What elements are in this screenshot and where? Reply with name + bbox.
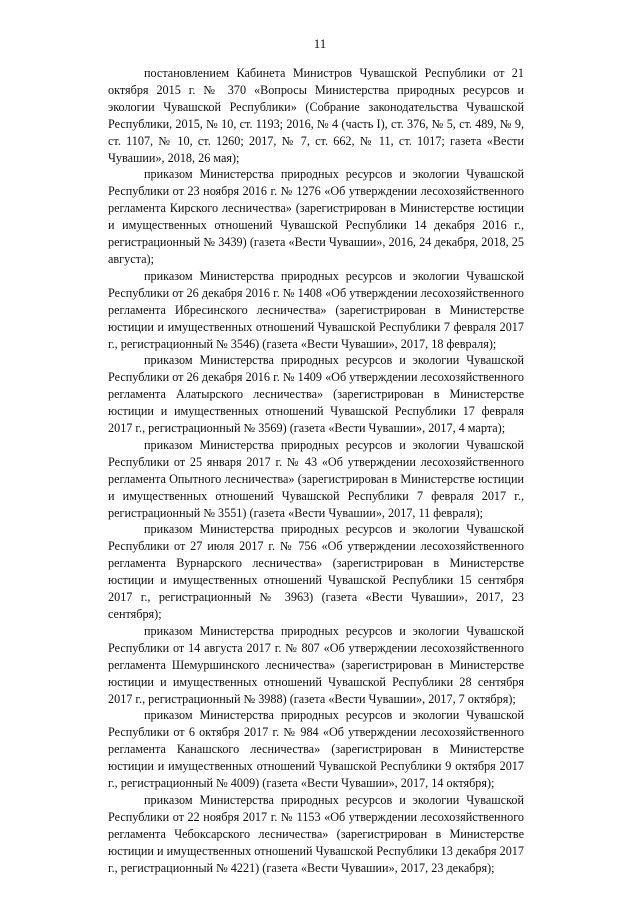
page-number: 11 [313, 36, 327, 51]
paragraph: постановлением Кабинета Министров Чувашской Республики от 21 октября 2015 г. № 370 «Вопросы Министерства природных ресурсов и экологии Чувашской Республики» (Собрание законодательства Чувашской Республики, 2015, № 10, ст. 1193; 2016, № 4 (часть I), ст. 376, № 5, ст. 489, № 9, ст. 1107, № 10, ст. 1260; 2017, № 7, ст. 662, № 11, ст. 1017; газета «Вести Чувашии», 2018, 26 мая); [108, 66, 524, 165]
paragraph: приказом Министерства природных ресурсов и экологии Чувашской Республики от 25 января 2017 г. № 43 «Об утверждении лесохозяйственного регламента Опытного лесничества» (зарегистрирован в Министерстве юстиции и имущественных отношений Чувашской Республики 7 февраля 2017 г., регистрационный № 3551) (газета «Вести Чувашии», 2017, 11 февраля); [108, 437, 524, 520]
document-body [108, 65, 524, 877]
paragraph: приказом Министерства природных ресурсов и экологии Чувашской Республики от 23 ноября 2016 г. № 1276 «Об утверждении лесохозяйственного регламента Кирского лесничества» (зарегистрирован в Министерстве юстиции и имущественных отношений Чувашской Республики 14 декабря 2016 г., регистрационный № 3439) (газета «Вести Чувашии», 2016, 24 декабря, 2018, 25 августа); [108, 167, 524, 266]
paragraph: приказом Министерства природных ресурсов и экологии Чувашской Республики от 26 декабря 2016 г. № 1409 «Об утверждении лесохозяйственного регламента Алатырского лесничества» (зарегистрирован в Министерстве юстиции и имущественных отношений Чувашской Республики 17 февраля 2017 г., регистрационный № 3569) (газета «Вести Чувашии», 2017, 4 марта); [108, 353, 524, 436]
paragraph: приказом Министерства природных ресурсов и экологии Чувашской Республики от 22 ноября 2017 г. № 1153 «Об утверждении лесохозяйственного регламента Чебоксарского лесничества» (зарегистрирован в Министерстве юстиции и имущественных отношений Чувашской Республики 13 декабря 2017 г., регистрационный № 4221) (газета «Вести Чувашии», 2017, 23 декабря); [108, 792, 524, 875]
paragraph: приказом Министерства природных ресурсов и экологии Чувашской Республики от 27 июля 2017 г. № 756 «Об утверждении лесохозяйственного регламента Вурнарского лесничества» (зарегистрирован в Министерстве юстиции и имущественных отношений Чувашской Республики 15 сентября 2017 г., регистрационный № 3963) (газета «Вести Чувашии», 2017, 23 сентября); [108, 522, 524, 621]
paragraph: приказом Министерства природных ресурсов и экологии Чувашской Республики от 14 августа 2017 г. № 807 «Об утверждении лесохозяйственного регламента Шемуршинского лесничества» (зарегистрирован в Министерстве юстиции и имущественных отношений Чувашской Республики 28 сентября 2017 г., регистрационный № 3988) (газета «Вести Чувашии», 2017, 7 октября); [108, 623, 524, 706]
paragraph: приказом Министерства природных ресурсов и экологии Чувашской Республики от 26 декабря 2016 г. № 1408 «Об утверждении лесохозяйственного регламента Ибресинского лесничества» (зарегистрирован в Министерстве юстиции и имущественных отношений Чувашской Республики 7 февраля 2017 г., регистрационный № 3546) (газета «Вести Чувашии», 2017, 18 февраля); [108, 268, 524, 351]
paragraph: приказом Министерства природных ресурсов и экологии Чувашской Республики от 6 октября 2017 г. № 984 «Об утверждении лесохозяйственного регламента Канашского лесничества» (зарегистрирован в Министерстве юстиции и имущественных отношений Чувашской Республики 9 октября 2017 г., регистрационный № 4009) (газета «Вести Чувашии», 2017, 14 октября); [108, 708, 524, 791]
